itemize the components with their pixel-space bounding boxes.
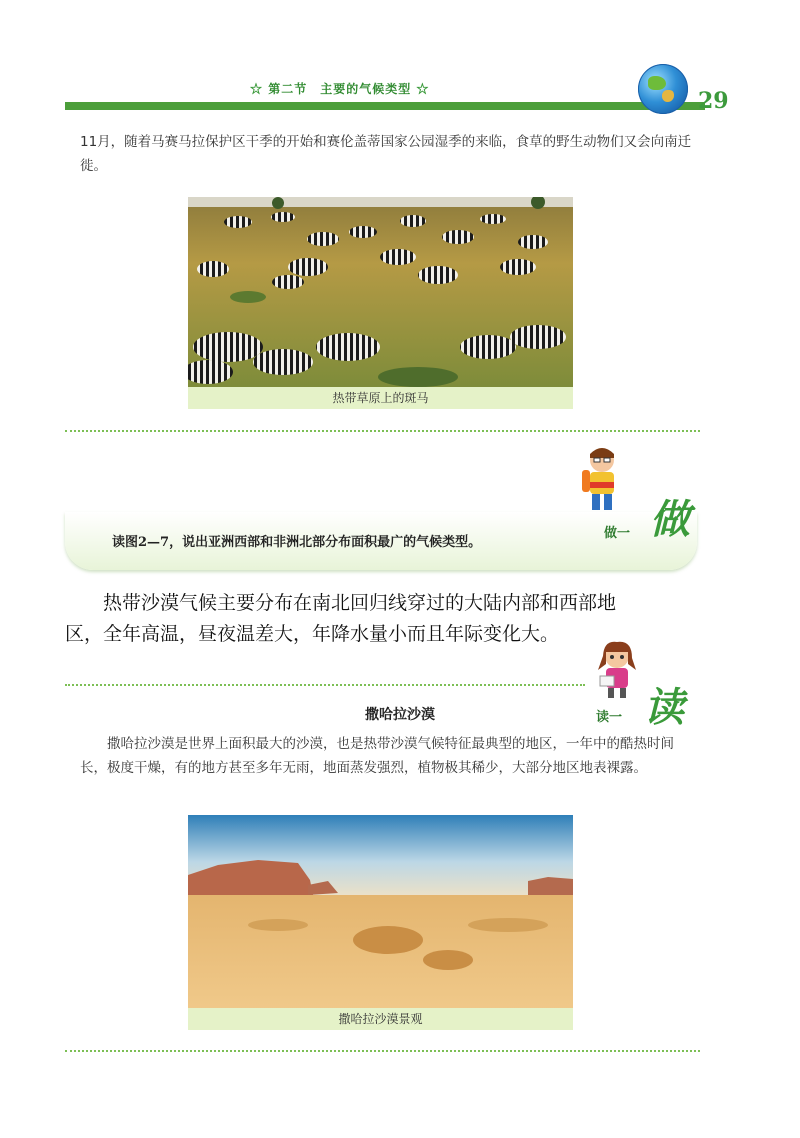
desert-caption: 撒哈拉沙漠景观 (188, 1008, 573, 1030)
header-bar (65, 102, 705, 110)
activity-tag: 做一 做 (570, 444, 700, 544)
section-title: ☆ 第二节 主要的气候类型 ☆ (250, 82, 430, 96)
page-header (0, 70, 800, 120)
main-paragraph: 热带沙漠气候主要分布在南北回归线穿过的大陆内部和西部地区，全年高温，昼夜温差大，年降水量小而且年际变化大。 (65, 592, 617, 645)
boy-mascot-icon (580, 444, 620, 514)
star-icon: ☆ (250, 82, 264, 96)
reading-tag: 读一 读 (586, 640, 696, 730)
zebra-caption: 热带草原上的斑马 (188, 387, 573, 409)
section-divider (65, 430, 700, 432)
globe-icon (638, 64, 688, 114)
reading-paragraph: 撒哈拉沙漠是世界上面积最大的沙漠，也是热带沙漠气候特征最典型的地区，一年中的酷热时间长，极度干燥，有的地方甚至多年无雨，地面蒸发强烈，植物极其稀少，大部分地区地表裸露。 (80, 736, 674, 776)
page-number: 29 (698, 88, 729, 114)
reading-title: 撒哈拉沙漠 (365, 707, 435, 723)
section-divider (65, 1050, 700, 1052)
section-divider (65, 684, 585, 686)
girl-mascot-icon (592, 640, 642, 700)
desert-photo (188, 815, 573, 1010)
intro-paragraph: 11月，随着马赛马拉保护区干季的开始和赛伦盖蒂国家公园湿季的来临，食草的野生动物们又会向南迁徙。 (80, 134, 692, 174)
zebra-photo (188, 197, 573, 387)
star-icon: ☆ (416, 82, 430, 96)
activity-text: 读图2—7，说出亚洲西部和非洲北部分布面积最广的气候类型。 (112, 535, 482, 550)
